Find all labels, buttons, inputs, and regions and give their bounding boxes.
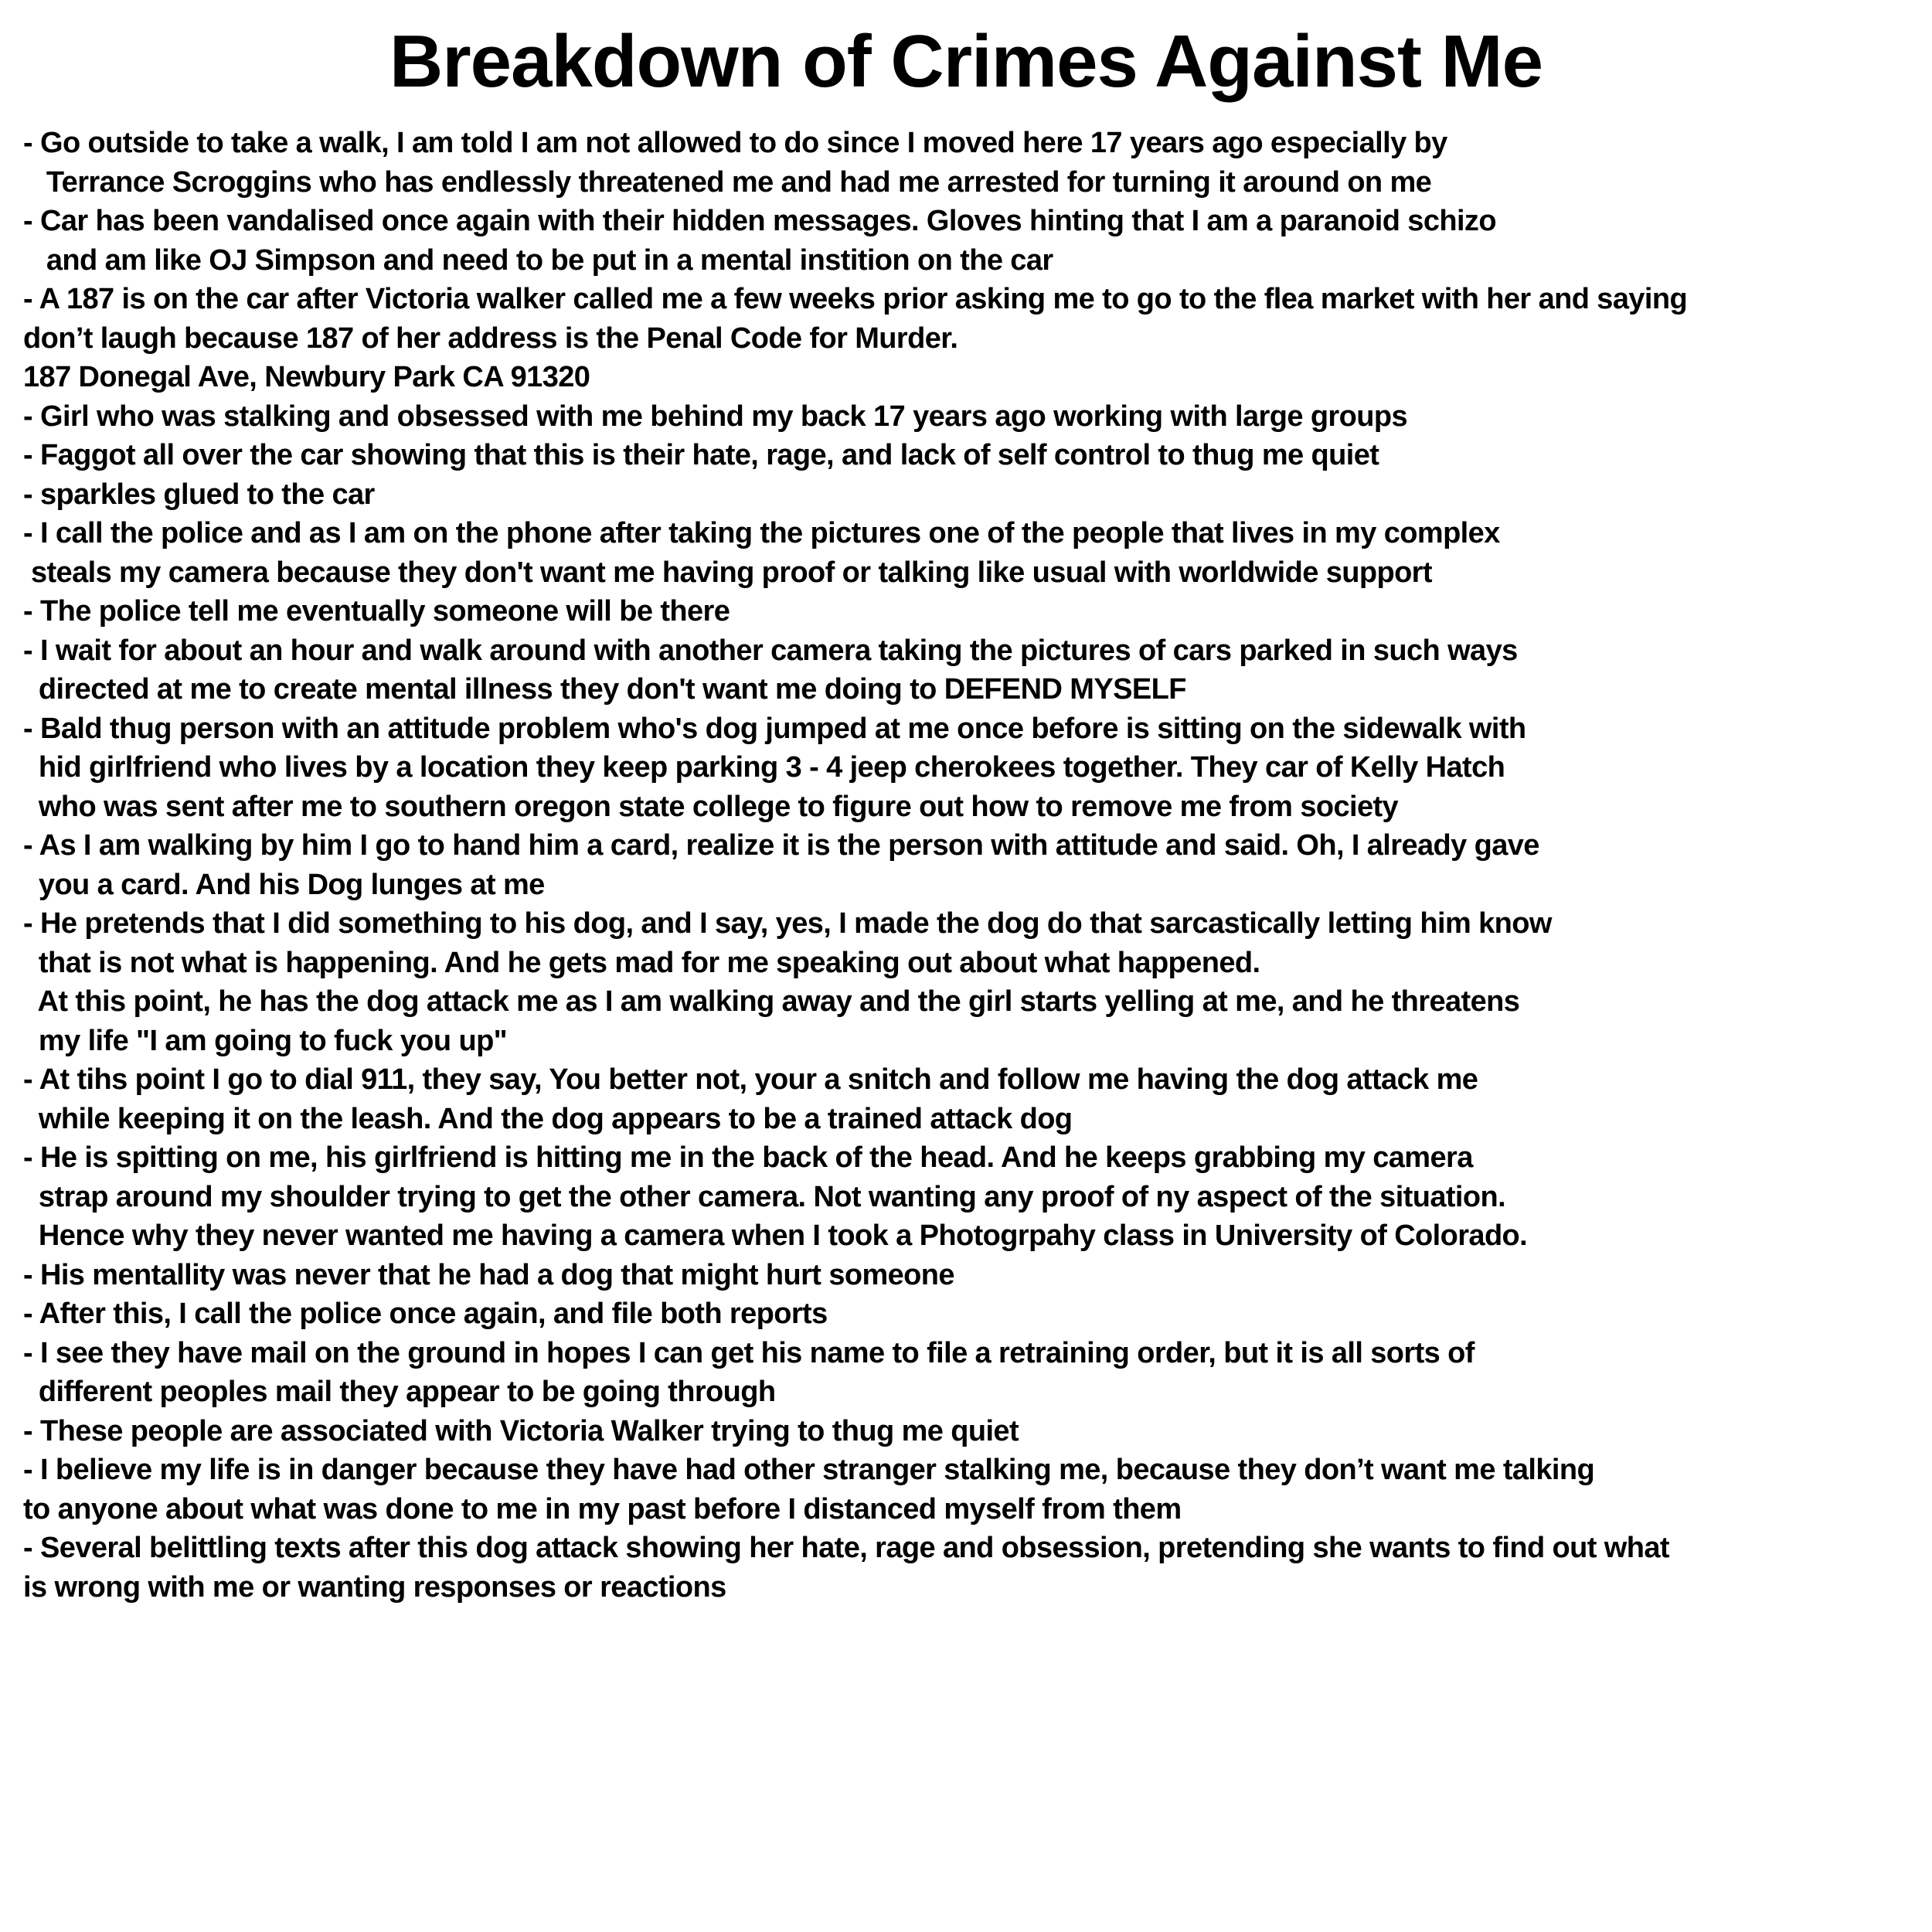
document-line: you a card. And his Dog lunges at me — [23, 868, 545, 901]
document-line: - Car has been vandalised once again with their hidden messages. Gloves hinting that I am a paranoid schizo — [23, 205, 1496, 237]
document-line: - As I am walking by him I go to hand him a card, realize it is the person with attitude and said. Oh, I already gave — [23, 829, 1539, 862]
document-line: - He pretends that I did something to his dog, and I say, yes, I made the dog do that sarcastically letting him know — [23, 907, 1552, 940]
document-body — [23, 124, 1909, 1607]
document-line: - Faggot all over the car showing that this is their hate, rage, and lack of self control to thug me quiet — [23, 439, 1379, 471]
document-line: don’t laugh because 187 of her address is the Penal Code for Murder. — [23, 321, 958, 355]
document-line: my life "I am going to fuck you up" — [23, 1024, 508, 1057]
document-line: - After this, I call the police once again, and file both reports — [23, 1298, 828, 1330]
document-line: - He is spitting on me, his girlfriend is hitting me in the back of the head. And he keeps grabbing my camera — [23, 1141, 1473, 1174]
document-line: - I wait for about an hour and walk around with another camera taking the pictures of cars parked in such ways — [23, 634, 1518, 667]
document-line: is wrong with me or wanting responses or reactions — [23, 1570, 726, 1604]
page-title: Breakdown of Crimes Against Me — [389, 20, 1543, 103]
document-line: - Several belittling texts after this dog attack showing her hate, rage and obsession, pretending she wants to find out what — [23, 1532, 1669, 1564]
document-line: - Girl who was stalking and obsessed with me behind my back 17 years ago working with large groups — [23, 400, 1407, 433]
document-line: different peoples mail they appear to be going through — [23, 1376, 776, 1408]
document-line: - A 187 is on the car after Victoria walker called me a few weeks prior asking me to go to the flea market with her and saying — [23, 283, 1688, 315]
document-line: - The police tell me eventually someone will be there — [23, 595, 730, 628]
document-line: - I see they have mail on the ground in hopes I can get his name to file a retraining order, but it is all sorts of — [23, 1336, 1475, 1369]
document-line: Terrance Scroggins who has endlessly threatened me and had me arrested for turning it around on me — [23, 165, 1432, 199]
document-line: - At tihs point I go to dial 911, they say, You better not, your a snitch and follow me having the dog attack me — [23, 1063, 1478, 1096]
document-line: to anyone about what was done to me in my past before I distanced myself from them — [23, 1492, 1182, 1526]
document-line: and am like OJ Simpson and need to be put in a mental instition on the car — [23, 243, 1053, 277]
document-line: Hence why they never wanted me having a camera when I took a Photogrpahy class in University of Colorado. — [23, 1219, 1528, 1252]
document-line: - These people are associated with Victoria Walker trying to thug me quiet — [23, 1414, 1019, 1447]
document-line: - Bald thug person with an attitude problem who's dog jumped at me once before is sitting on the sidewalk with — [23, 712, 1526, 745]
document-line: 187 Donegal Ave, Newbury Park CA 91320 — [23, 361, 590, 393]
document-line: strap around my shoulder trying to get the other camera. Not wanting any proof of ny aspect of the situation. — [23, 1180, 1506, 1213]
document-line: - I call the police and as I am on the phone after taking the pictures one of the people that lives in my complex — [23, 517, 1500, 549]
document-line: - I believe my life is in danger because they have had other stranger stalking me, because they don’t want me talking — [23, 1454, 1595, 1486]
document-line: At this point, he has the dog attack me as I am walking away and the girl starts yelling at me, and he threatens — [23, 985, 1520, 1018]
document-line: directed at me to create mental illness they don't want me doing to DEFEND MYSELF — [23, 673, 1186, 706]
document-line: who was sent after me to southern oregon state college to figure out how to remove me from society — [23, 790, 1399, 823]
document-line: - sparkles glued to the car — [23, 478, 375, 511]
document-line: steals my camera because they don't want me having proof or talking like usual with worldwide support — [23, 556, 1432, 589]
document-line: hid girlfriend who lives by a location they keep parking 3 - 4 jeep cherokees together. They car of Kelly Hatch — [23, 751, 1505, 784]
document-line: - His mentallity was never that he had a dog that might hurt someone — [23, 1258, 954, 1291]
document-line: that is not what is happening. And he gets mad for me speaking out about what happened. — [23, 946, 1260, 979]
document-line: while keeping it on the leash. And the dog appears to be a trained attack dog — [23, 1102, 1073, 1135]
document-line: - Go outside to take a walk, I am told I am not allowed to do since I moved here 17 years ago especially by — [23, 127, 1447, 159]
